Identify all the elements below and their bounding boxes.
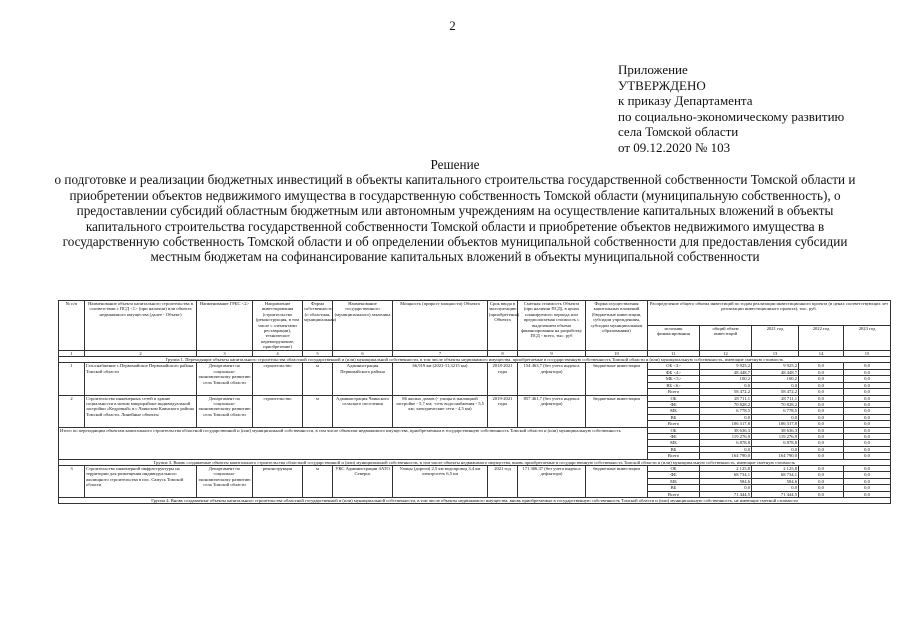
- fin-2022: 0,0: [799, 395, 844, 401]
- fin-2023: 0,0: [844, 478, 891, 484]
- fin-2021: 6 778,5: [752, 408, 799, 414]
- term: 2018-2021 годы: [488, 363, 518, 395]
- col-num: 12: [700, 350, 752, 356]
- cost: 171 306,37 (без учета индекса дефлятора): [518, 465, 586, 497]
- fin-2023: 0,0: [844, 472, 891, 478]
- grbs-name: Департамент по социально-экономическому развитию села Томской области: [197, 465, 253, 497]
- ownership: м: [303, 465, 333, 497]
- fin-2021: 100,2: [752, 376, 799, 382]
- fin-2021: 0,0: [752, 485, 799, 491]
- fin-source: ОБ: [648, 427, 700, 433]
- header-source: источник финансирования: [648, 325, 700, 350]
- col-num: 5: [303, 350, 333, 356]
- fin-source: Всего: [648, 453, 700, 459]
- fin-2022: 0,0: [799, 478, 844, 484]
- fin-source: ФБ: [648, 472, 700, 478]
- header-cost: Сметная стоимость Объекта (при наличии ПСД), в ценах планируемого периода или предполагаемая стоимость с выделением объема финансирования на разработку ПСД - всего, тыс. руб: [518, 301, 586, 351]
- header-term: Срок ввода в эксплуатацию (приобретения) Объекта: [488, 301, 518, 351]
- cost: 857 461,7 (без учета индекса дефлятора): [518, 395, 586, 427]
- header-object-name: Наименование объекта капитального строительства в соответствии с ПСД <1> (при наличии) или объекта недвижимого имущества (далее - Объект): [85, 301, 197, 351]
- header-number: № п/п: [59, 301, 85, 351]
- col-num: 13: [752, 350, 799, 356]
- capacity: Улицы (дороги) 2,5 км водопровод 3,4 км электросеть 6,5 км: [393, 465, 488, 497]
- header-2022: 2022 год: [799, 325, 844, 350]
- fin-2021: 6 878,8: [752, 440, 799, 446]
- header-2023: 2023 год: [844, 325, 891, 350]
- fin-2021: 0,0: [752, 446, 799, 452]
- header-2021: 2021 год: [752, 325, 799, 350]
- approval-line: Приложение: [618, 62, 688, 77]
- fin-2023: 0,0: [844, 408, 891, 414]
- header-form: Форма осуществления капитальных вложений (бюджетные инвестиции, субсидии учреждениям, субсидии муниципальным образованиям): [586, 301, 648, 351]
- fin-2021: 0,0: [752, 382, 799, 388]
- fin-source: ВБ: [648, 446, 700, 452]
- object-name: Газоснабжение с.Первомайское Первомайского района Томской области: [85, 363, 197, 395]
- row-number: 3: [59, 465, 85, 497]
- fin-total: 100,2: [700, 376, 752, 382]
- decision-title: Решение: [430, 157, 480, 172]
- fin-source: МБ: [648, 408, 700, 414]
- header-ownership: Форма собственности (о областная, муниципальная): [303, 301, 333, 351]
- fin-2023: 0,0: [844, 401, 891, 407]
- fin-source: ФБ <4>: [648, 369, 700, 375]
- fin-2023: 0,0: [844, 421, 891, 427]
- fin-2022: 0,0: [799, 376, 844, 382]
- fin-source: ОБ <3>: [648, 363, 700, 369]
- fin-2023: 0,0: [844, 453, 891, 459]
- approval-line: от 09.12.2020 № 103: [618, 139, 731, 155]
- fin-2022: 0,0: [799, 433, 844, 439]
- customer: Администрация Первомайского района: [333, 363, 393, 395]
- fin-2022: 0,0: [799, 369, 844, 375]
- fin-total: 9 925,2: [700, 363, 752, 369]
- fin-source: МБ <5>: [648, 376, 700, 382]
- fin-2022: 0,0: [799, 421, 844, 427]
- investment-form: бюджетные инвестиции: [586, 465, 648, 497]
- approval-line: по социально-экономическому развитию: [618, 108, 845, 124]
- fin-2021: 48 448,7: [752, 369, 799, 375]
- fin-total: 119 276,9: [700, 433, 752, 439]
- group-4-heading: Группа 4. Вновь создаваемые объекты капитального строительства областной государственной и (или) муниципальной собственности, в том числе объекты недвижимого имущества, вновь приобретаемые в государственную собственность Томской области и (или) муниципальную собственность, не имеющие сметной стоимости: [59, 498, 891, 504]
- fin-total: 6 878,8: [700, 440, 752, 446]
- fin-2023: 0,0: [844, 395, 891, 401]
- fin-total: 0,0: [700, 485, 752, 491]
- fin-2021: 58 472,2: [752, 389, 799, 395]
- ownership: м: [303, 363, 333, 395]
- fin-2022: 0,0: [799, 408, 844, 414]
- fin-source: МБ: [648, 478, 700, 484]
- fin-2022: 0,0: [799, 453, 844, 459]
- fin-2021: 119 276,9: [752, 433, 799, 439]
- fin-total: 584,6: [700, 478, 752, 484]
- fin-2022: 0,0: [799, 427, 844, 433]
- fin-total: 71 444,5: [700, 491, 752, 497]
- header-distribution: Распределение общего объема инвестиций по годам реализации инвестиционного проекта (в ценах соответствующих лет реализации инвестиционного проекта), тыс. руб.: [648, 301, 891, 326]
- fin-2022: 0,0: [799, 401, 844, 407]
- fin-2022: 0,0: [799, 485, 844, 491]
- investment-table: [58, 300, 891, 504]
- fin-2021: 9 925,2: [752, 363, 799, 369]
- fin-2022: 0,0: [799, 382, 844, 388]
- direction: строительство: [253, 363, 303, 395]
- fin-2021: 2 125,8: [752, 465, 799, 471]
- col-num: 1: [59, 350, 85, 356]
- fin-2023: 0,0: [844, 389, 891, 395]
- customer: Администрация Чаинского сельского поселения: [333, 395, 393, 427]
- fin-2023: 0,0: [844, 491, 891, 497]
- fin-2023: 0,0: [844, 433, 891, 439]
- fin-total: 0,0: [700, 414, 752, 420]
- approval-block: [618, 62, 844, 155]
- object-name: Строительство инженерных сетей в здание социальности в новом микрорайоне индивидуальной застройки «Кедровый» в с.Чаинском Каинского района Томской области. Линейные объекты: [85, 395, 197, 427]
- decision-text: о подготовке и реализации бюджетных инвестиций в объекты капитального строительства государственной собственности Томской области и приобретении объектов недвижимого имущества в государственную собственность Томской области (муниципальную собственность), о предоставлении субсидий областным бюджетным или автономным учреждениям на осуществление капитальных вложений в объекты капитального строительства государственной собственности Томской области и приобретение объектов недвижимого имущества в государственную собственность Томской области и об определении объектов муниципальной собственности для предоставления субсидии местным бюджетам на софинансирование капитальных вложений в объекты муниципальной собственности: [54, 172, 856, 265]
- fin-2023: 0,0: [844, 376, 891, 382]
- investment-form: бюджетные инвестиции: [586, 395, 648, 427]
- col-num: 10: [586, 350, 648, 356]
- object-name: Строительство инженерной инфраструктуры на территории для размещения индивидуального жилищного строительства в пос. Самусь Томской области: [85, 465, 197, 497]
- col-num: 15: [844, 350, 891, 356]
- cost: 154 463,7 (без учета индекса дефлятора): [518, 363, 586, 395]
- approval-line: УТВЕРЖДЕНО: [618, 77, 706, 93]
- fin-source: ФБ: [648, 433, 700, 439]
- fin-2023: 0,0: [844, 485, 891, 491]
- fin-2022: 0,0: [799, 465, 844, 471]
- fin-total: 58 472,2: [700, 389, 752, 395]
- grbs-name: Департамент по социально-экономическому развитию села Томской области: [197, 363, 253, 395]
- fin-2022: 0,0: [799, 414, 844, 420]
- fin-2021: 164 790,0: [752, 453, 799, 459]
- ownership: м: [303, 395, 333, 427]
- fin-2021: 70 828,2: [752, 401, 799, 407]
- fin-total: 0,0: [700, 382, 752, 388]
- fin-2021: 68 734,1: [752, 472, 799, 478]
- fin-total: 0,0: [700, 446, 752, 452]
- fin-source: Всего: [648, 389, 700, 395]
- fin-2022: 0,0: [799, 491, 844, 497]
- fin-total: 28 711,1: [700, 395, 752, 401]
- fin-2023: 0,0: [844, 363, 891, 369]
- fin-source: ФБ: [648, 401, 700, 407]
- fin-2021: 0,0: [752, 414, 799, 420]
- fin-2023: 0,0: [844, 369, 891, 375]
- header-total: общий объем инвестиций: [700, 325, 752, 350]
- fin-2023: 0,0: [844, 446, 891, 452]
- fin-2023: 0,0: [844, 465, 891, 471]
- fin-2023: 0,0: [844, 427, 891, 433]
- fin-2021: 38 636,3: [752, 427, 799, 433]
- col-num: 7: [393, 350, 488, 356]
- investment-form: бюджетные инвестиции: [586, 363, 648, 395]
- row-number: 1: [59, 363, 85, 395]
- col-num: 4: [253, 350, 303, 356]
- col-num: 11: [648, 350, 700, 356]
- fin-total: 2 125,8: [700, 465, 752, 471]
- fin-total: 70 828,2: [700, 401, 752, 407]
- approval-line: села Томской области: [618, 124, 739, 139]
- direction: реконструкция: [253, 465, 303, 497]
- header-grbs: Наименование ГРБС <2>: [197, 301, 253, 351]
- fin-2022: 0,0: [799, 472, 844, 478]
- fin-2023: 0,0: [844, 414, 891, 420]
- group-1-heading: Группа 1. Переходящие объекты капитального строительства областной государственной и (или) муниципальной собственности, в том числе объекты недвижимого имущества, приобретаемые в государственную собственность Томской области и (или) муниципальную собственность, имеющие сметную стоимость: [59, 357, 891, 363]
- col-num: 9: [518, 350, 586, 356]
- fin-source: Всего: [648, 421, 700, 427]
- fin-total: 38 636,3: [700, 427, 752, 433]
- col-num: 14: [799, 350, 844, 356]
- fin-2022: 0,0: [799, 440, 844, 446]
- fin-total: 48 448,7: [700, 369, 752, 375]
- fin-source: ОБ: [648, 465, 700, 471]
- fin-total: 6 778,5: [700, 408, 752, 414]
- group-3-heading: Группа 3. Вновь создаваемые объекты капитального строительства областной государственной и (или) муниципальной собственности, в том числе объекты недвижимого имущества, вновь приобретаемые в государственную собственность Томской области и (или) муниципальную собственность, имеющие сметную стоимость: [59, 459, 891, 465]
- header-capacity: Мощность (прирост мощности) Объекта: [393, 301, 488, 351]
- fin-total: 106 317,8: [700, 421, 752, 427]
- decision-heading: [40, 157, 870, 265]
- fin-2023: 0,0: [844, 440, 891, 446]
- fin-2021: 28 711,1: [752, 395, 799, 401]
- fin-2022: 0,0: [799, 446, 844, 452]
- col-num: 3: [197, 350, 253, 356]
- approval-line: к приказу Департамента: [618, 93, 753, 108]
- header-direction: Направление инвестирования (строительство (реконструкция, в том числе с элементами реставрации), техническое перевооружение, приобретение): [253, 301, 303, 351]
- fin-source: ВБ: [648, 414, 700, 420]
- fin-source: ОБ: [648, 395, 700, 401]
- row-number: 2: [59, 395, 85, 427]
- fin-2022: 0,0: [799, 389, 844, 395]
- fin-2021: 584,6: [752, 478, 799, 484]
- fin-total: 68 734,1: [700, 472, 752, 478]
- fin-source: ВБ: [648, 485, 700, 491]
- fin-source: ВБ <6>: [648, 382, 700, 388]
- capacity: 86 жилых домов (- улицы в жилищной застройке - 5,7 км; -сеть водоснабжения - 5,5 км; электрические сети - 4,5 км): [393, 395, 488, 427]
- term: 2021 год: [488, 465, 518, 497]
- fin-2023: 0,0: [844, 382, 891, 388]
- page-number: 2: [449, 18, 456, 33]
- fin-source: МБ: [648, 440, 700, 446]
- term: 2019-2021 годы: [488, 395, 518, 427]
- col-num: 6: [333, 350, 393, 356]
- direction: строительство: [253, 395, 303, 427]
- col-num: 8: [488, 350, 518, 356]
- subtotal-label: Итого по переходящим объектам капитального строительства областной государственной и (или) муниципальной собственности, в том числе объектам недвижимого имущества, приобретаемым в государственную собственность Томской области и (или) муниципальную собственность: [59, 427, 648, 459]
- fin-2021: 106 317,8: [752, 421, 799, 427]
- fin-total: 164 790,0: [700, 453, 752, 459]
- header-customer: Наименование государственного (муниципального) заказчика: [333, 301, 393, 351]
- fin-2022: 0,0: [799, 363, 844, 369]
- fin-2021: 71 444,5: [752, 491, 799, 497]
- capacity: 66,919 км (2021-11,3215 км): [393, 363, 488, 395]
- customer: УКС Администрации ЗАТО Северск: [333, 465, 393, 497]
- fin-source: Всего: [648, 491, 700, 497]
- grbs-name: Департамент по социально-экономическому развитию села Томской области: [197, 395, 253, 427]
- col-num: 2: [85, 350, 197, 356]
